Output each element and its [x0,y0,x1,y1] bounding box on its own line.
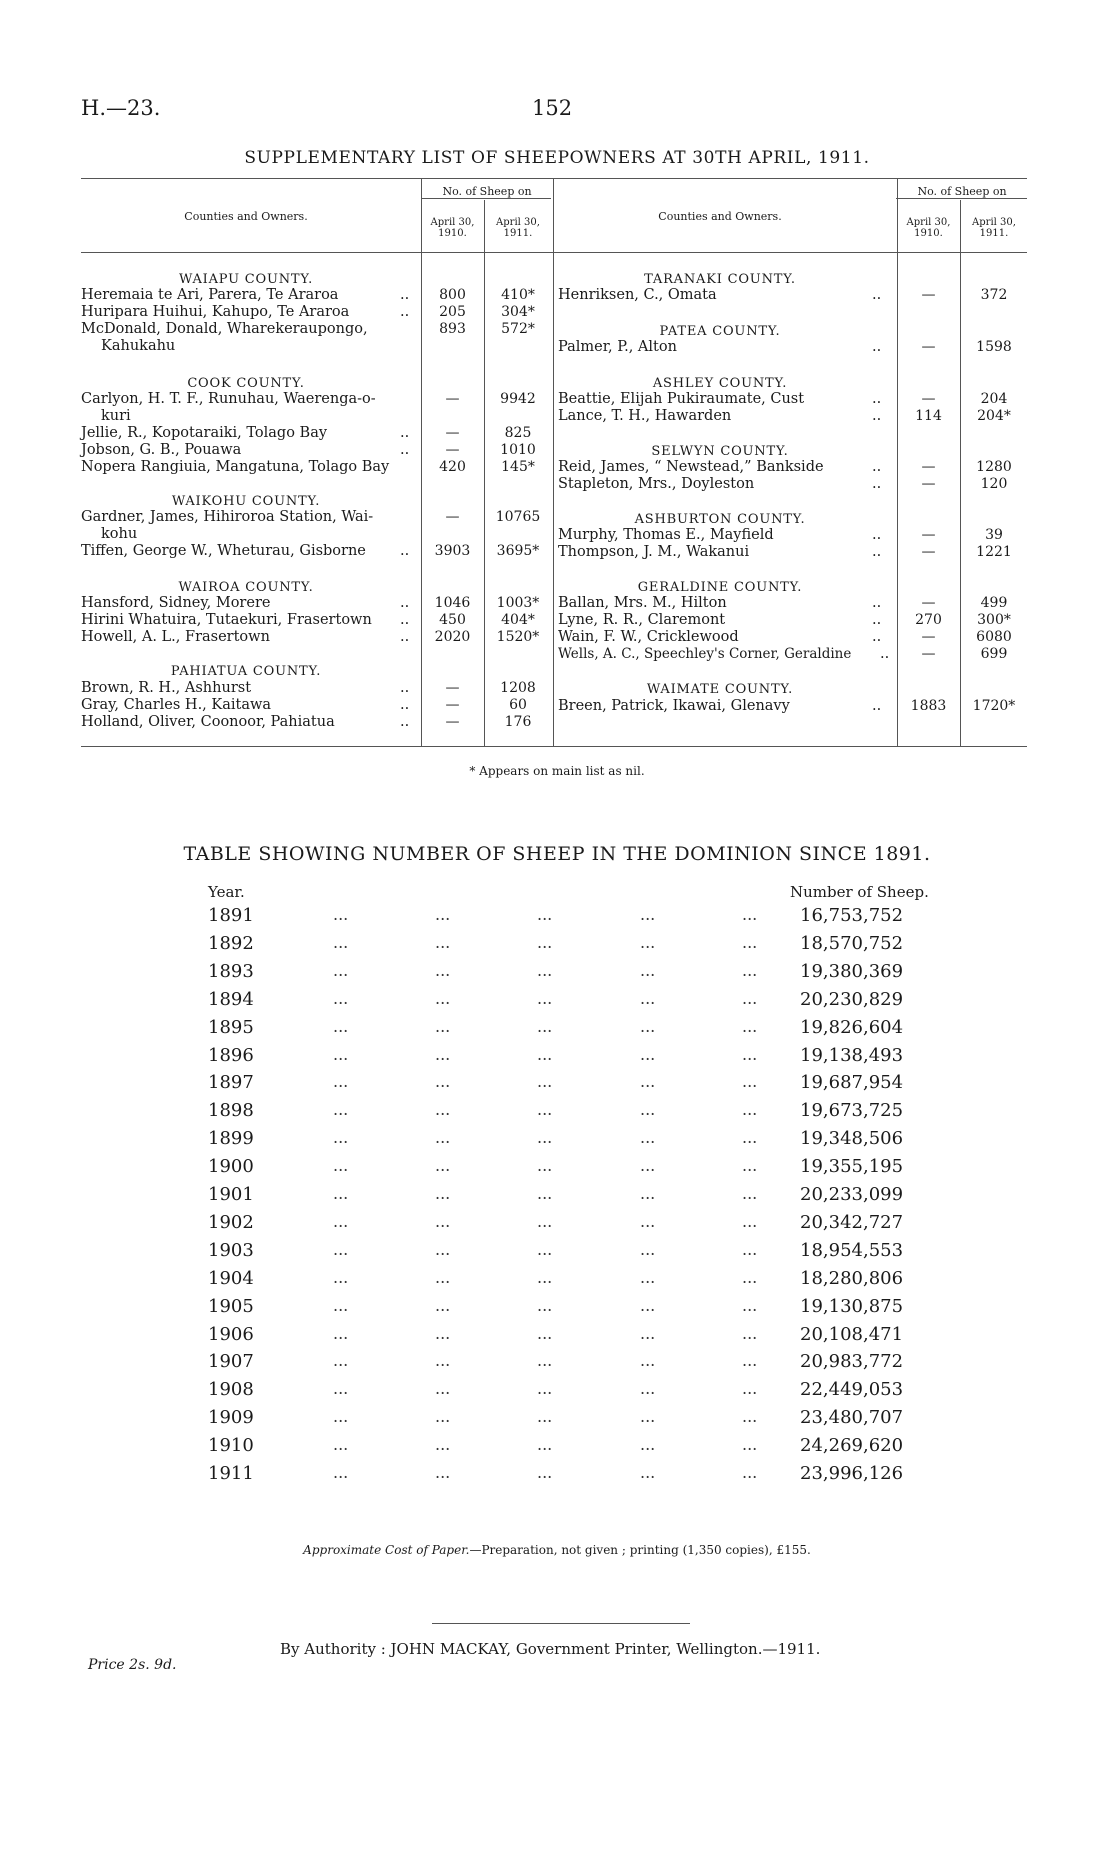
dominion-table-title: TABLE SHOWING NUMBER OF SHEEP IN THE DOMINION SINCE 1891. [183,843,931,865]
leader-dots: ... [640,961,656,980]
leader-dots: ... [640,1017,656,1036]
authority-line: By Authority : JOHN MACKAY, Government Printer, Wellington.—1911. [280,1640,821,1658]
col-header-1910-left: April 30, 1910. [430,217,475,239]
sheep-1911: 410* [501,287,535,303]
leader-dots: .. [400,425,410,441]
leader-dots: .. [872,408,882,424]
sheep-1911: 572* [501,321,535,337]
sheep-1911: 1598 [976,339,1012,355]
sheep-count-cell: 23,480,707 [800,1407,904,1428]
owner-name: McDonald, Donald, Wharekeraupongo, [81,321,368,337]
owner-name: Lance, T. H., Hawarden [558,408,732,424]
leader-dots: ... [333,1184,349,1203]
col-header-counties-right: Counties and Owners. [658,210,782,223]
owner-name: Wain, F. W., Cricklewood [558,629,739,645]
leader-dots: .. [872,459,882,475]
sheep-1910: — [445,391,460,407]
sheep-1910: — [445,714,460,730]
leader-dots: ... [333,1072,349,1091]
leader-dots: .. [872,391,882,407]
owner-name: Henriksen, C., Omata [558,287,717,303]
col-header-counties-left: Counties and Owners. [184,210,308,223]
owner-name: Murphy, Thomas E., Mayfield [558,527,774,543]
sheep-count-cell: 18,280,806 [800,1268,904,1289]
cost-label: Approximate Cost of Paper. [303,1543,470,1557]
sheep-1910: — [921,646,936,662]
leader-dots: ... [435,1407,451,1426]
sheep-1910: 420 [439,459,466,475]
sheep-1910: 3903 [434,543,471,559]
leader-dots: ... [640,1407,656,1426]
year-cell: 1903 [208,1240,254,1261]
sheep-1911: 1010 [500,442,536,458]
leader-dots: ... [537,1072,553,1091]
owner-name: Breen, Patrick, Ikawai, Glenavy [558,698,790,714]
owner-name: Jellie, R., Kopotaraiki, Tolago Bay [81,425,328,441]
leader-dots: ... [537,1184,553,1203]
leader-dots: ... [640,1156,656,1175]
owner-name: Carlyon, H. T. F., Runuhau, Waerenga-o- [81,391,376,407]
year-cell: 1910 [208,1435,254,1456]
county-heading: GERALDINE COUNTY. [637,580,803,595]
year-cell: 1904 [208,1268,254,1289]
leader-dots: ... [640,1100,656,1119]
county-heading: ASHLEY COUNTY. [652,376,788,391]
sheep-1910: 205 [439,304,466,320]
leader-dots: .. [400,595,410,611]
leader-dots: ... [742,933,758,952]
owner-name: Nopera Rangiuia, Mangatuna, Tolago Bay [81,459,390,475]
owner-name: Howell, A. L., Frasertown [81,629,270,645]
leader-dots: .. [400,629,410,645]
leader-dots: ... [333,1156,349,1175]
county-heading: WAIROA COUNTY. [178,580,314,595]
leader-dots: ... [640,1324,656,1343]
owner-name: Huripara Huihui, Kahupo, Te Araroa [81,304,350,320]
leader-dots: ... [742,1463,758,1482]
leader-dots: ... [742,1407,758,1426]
leader-dots: ... [333,989,349,1008]
leader-dots: .. [872,595,882,611]
sheep-count-cell: 20,230,829 [800,989,904,1010]
owner-name: Gray, Charles H., Kaitawa [81,697,272,713]
owner-name: Reid, James, “ Newstead,” Bankside [558,459,824,475]
leader-dots: .. [872,476,882,492]
leader-dots: ... [640,933,656,952]
sheep-1911: 1003* [496,595,540,611]
owner-name: Stapleton, Mrs., Doyleston [558,476,755,492]
year-cell: 1902 [208,1212,254,1233]
leader-dots: .. [880,646,890,662]
leader-dots: ... [333,1017,349,1036]
sheep-count-cell: 20,342,727 [800,1212,904,1233]
leader-dots: ... [640,1463,656,1482]
footnote: * Appears on main list as nil. [469,764,645,778]
sheep-1910: 1046 [434,595,471,611]
sheep-1911: 120 [980,476,1008,492]
leader-dots: ... [537,1240,553,1259]
sheep-1910: 2020 [434,629,471,645]
leader-dots: ... [537,1351,553,1370]
county-heading: ASHBURTON COUNTY. [634,512,806,527]
year-cell: 1905 [208,1296,254,1317]
sheep-1910: — [921,595,936,611]
sheep-1911: 404* [501,612,535,628]
leader-dots: .. [400,543,410,559]
leader-dots: ... [435,1351,451,1370]
sheep-1911: 3695* [496,543,540,559]
sheep-count-cell: 19,348,506 [800,1128,904,1149]
cost-text: —Preparation, not given ; printing (1,350 copies), £155. [469,1543,811,1557]
leader-dots: ... [333,1351,349,1370]
sheep-count-cell: 16,753,752 [800,905,904,926]
leader-dots: ... [435,1435,451,1454]
leader-dots: ... [333,1296,349,1315]
sheep-1910: 450 [439,612,466,628]
owner-name: Lyne, R. R., Claremont [558,612,726,628]
leader-dots: ... [435,1240,451,1259]
county-heading: COOK COUNTY. [187,376,305,391]
sheep-count-cell: 19,687,954 [800,1072,904,1093]
sheep-count-cell: 18,954,553 [800,1240,904,1261]
leader-dots: ... [742,1212,758,1231]
year-cell: 1894 [208,989,254,1010]
owner-name: Hansford, Sidney, Morere [81,595,271,611]
sheep-1910: 1883 [910,698,947,714]
leader-dots: ... [435,1296,451,1315]
sheep-1910: 270 [915,612,942,628]
leader-dots: ... [742,1017,758,1036]
leader-dots: ... [333,1324,349,1343]
sheep-1911: 176 [504,714,532,730]
leader-dots: ... [435,905,451,924]
leader-dots: ... [640,1351,656,1370]
year-cell: 1891 [208,905,254,926]
sheepowners-title: SUPPLEMENTARY LIST OF SHEEPOWNERS AT 30TH APRIL, 1911. [244,148,870,168]
leader-dots: ... [640,1128,656,1147]
leader-dots: ... [333,1463,349,1482]
sheep-1911: 304* [501,304,535,320]
leader-dots: ... [435,1100,451,1119]
sheep-1910: — [921,339,936,355]
leader-dots: ... [333,961,349,980]
owner-name: Gardner, James, Hihiroroa Station, Wai- [81,509,374,525]
leader-dots: ... [537,1463,553,1482]
owner-name: Wells, A. C., Speechley's Corner, Geraldine [558,646,852,662]
leader-dots: .. [872,339,882,355]
leader-dots: ... [742,1351,758,1370]
leader-dots: ... [435,989,451,1008]
sheep-1910: — [921,527,936,543]
col-header-sheep-left: No. of Sheep on [442,185,532,198]
leader-dots: ... [435,1212,451,1231]
owner-name: Thompson, J. M., Wakanui [558,544,750,560]
leader-dots: ... [742,1156,758,1175]
leader-dots: ... [640,905,656,924]
year-cell: 1909 [208,1407,254,1428]
sheep-1911: 204 [980,391,1008,407]
leader-dots: ... [537,1324,553,1343]
leader-dots: ... [537,1435,553,1454]
sheep-count-cell: 19,355,195 [800,1156,904,1177]
leader-dots: ... [640,1379,656,1398]
leader-dots: .. [400,714,410,730]
sheep-1911: 699 [980,646,1008,662]
leader-dots: ... [537,989,553,1008]
leader-dots: ... [333,1045,349,1064]
leader-dots: .. [400,287,410,303]
year-cell: 1908 [208,1379,254,1400]
leader-dots: ... [742,1240,758,1259]
leader-dots: ... [640,1240,656,1259]
col-header-1911-left: April 30, 1911. [496,217,540,239]
leader-dots: ... [333,1128,349,1147]
year-header: Year. [208,883,245,901]
sheep-count-cell: 19,826,604 [800,1017,904,1038]
sheep-1910: — [921,544,936,560]
county-heading: WAIMATE COUNTY. [646,682,794,697]
col-header-1910-right: April 30, 1910. [906,217,951,239]
owner-name: Hirini Whatuira, Tutaekuri, Frasertown [81,612,372,628]
number-header: Number of Sheep. [790,883,929,901]
sheep-count-cell: 20,983,772 [800,1351,904,1372]
sheep-1910: — [445,697,460,713]
county-heading: PAHIATUA COUNTY. [170,664,322,679]
leader-dots: ... [435,1463,451,1482]
leader-dots: ... [742,1184,758,1203]
sheep-1911: 204* [977,408,1011,424]
leader-dots: ... [537,1296,553,1315]
leader-dots: ... [435,1184,451,1203]
sheep-1910: 114 [915,408,942,424]
owner-name-continued: Kahukahu [101,338,176,354]
sheep-1911: 1208 [500,680,536,696]
leader-dots: ... [640,1296,656,1315]
leader-dots: ... [435,933,451,952]
owner-name: Heremaia te Ari, Parera, Te Araroa [81,287,339,303]
owner-name-continued: kuri [101,408,131,424]
leader-dots: ... [742,1268,758,1287]
leader-dots: ... [537,961,553,980]
leader-dots: ... [333,933,349,952]
leader-dots: ... [640,1268,656,1287]
sheep-count-cell: 19,130,875 [800,1296,904,1317]
year-cell: 1901 [208,1184,254,1205]
leader-dots: ... [537,1379,553,1398]
sheep-1910: — [921,287,936,303]
leader-dots: ... [435,1017,451,1036]
page-number: 152 [532,96,573,120]
year-cell: 1897 [208,1072,254,1093]
sheep-1910: — [445,425,460,441]
sheep-count-cell: 20,108,471 [800,1324,904,1345]
document-code: H.—23. [81,96,161,120]
leader-dots: ... [435,1268,451,1287]
sheep-count-cell: 19,138,493 [800,1045,904,1066]
leader-dots: ... [742,989,758,1008]
leader-dots: ... [435,1156,451,1175]
leader-dots: ... [333,1240,349,1259]
leader-dots: ... [640,989,656,1008]
leader-dots: ... [435,1045,451,1064]
leader-dots: .. [872,698,882,714]
sheep-count-cell: 19,380,369 [800,961,904,982]
sheep-1911: 10765 [495,509,541,525]
sheep-1911: 300* [977,612,1011,628]
leader-dots: .. [400,304,410,320]
leader-dots: ... [742,1379,758,1398]
year-cell: 1893 [208,961,254,982]
leader-dots: ... [435,1072,451,1091]
sheep-1911: 145* [501,459,535,475]
col-header-sheep-right: No. of Sheep on [917,185,1007,198]
owner-name: Holland, Oliver, Coonoor, Pahiatua [81,714,335,730]
leader-dots: ... [742,1072,758,1091]
leader-dots: ... [742,961,758,980]
sheep-count-cell: 19,673,725 [800,1100,904,1121]
year-cell: 1911 [208,1463,254,1484]
leader-dots: .. [400,442,410,458]
leader-dots: ... [640,1045,656,1064]
sheep-1910: 893 [439,321,466,337]
leader-dots: ... [742,905,758,924]
sheep-1911: 39 [985,527,1003,543]
sheep-1911: 6080 [976,629,1012,645]
leader-dots: .. [872,544,882,560]
sheep-1910: — [445,442,460,458]
leader-dots: ... [435,1379,451,1398]
sheep-count-cell: 20,233,099 [800,1184,904,1205]
leader-dots: ... [742,1128,758,1147]
leader-dots: ... [333,1212,349,1231]
leader-dots: .. [872,629,882,645]
leader-dots: ... [333,1100,349,1119]
leader-dots: ... [537,1212,553,1231]
leader-dots: ... [435,1128,451,1147]
leader-dots: ... [333,1268,349,1287]
sheep-1910: — [921,391,936,407]
county-heading: SELWYN COUNTY. [651,444,789,459]
leader-dots: ... [537,905,553,924]
leader-dots: ... [435,1324,451,1343]
leader-dots: ... [333,905,349,924]
leader-dots: ... [742,1100,758,1119]
leader-dots: ... [742,1296,758,1315]
leader-dots: ... [333,1379,349,1398]
owner-name: Beattie, Elijah Pukiraumate, Cust [558,391,805,407]
sheep-1911: 1280 [976,459,1012,475]
leader-dots: .. [872,287,882,303]
sheep-count-cell: 22,449,053 [800,1379,904,1400]
leader-dots: ... [537,933,553,952]
owner-name-continued: kohu [101,526,138,542]
leader-dots: ... [333,1407,349,1426]
sheep-1910: — [445,509,460,525]
leader-dots: .. [400,612,410,628]
county-heading: TARANAKI COUNTY. [644,272,796,287]
owner-name: Ballan, Mrs. M., Hilton [558,595,727,611]
leader-dots: ... [640,1212,656,1231]
year-cell: 1899 [208,1128,254,1149]
owner-name: Tiffen, George W., Wheturau, Gisborne [81,543,366,559]
price: Price 2s. 9d. [88,1657,177,1673]
leader-dots: ... [537,1268,553,1287]
leader-dots: ... [742,1435,758,1454]
sheep-1911: 9942 [500,391,536,407]
leader-dots: ... [640,1184,656,1203]
leader-dots: ... [640,1435,656,1454]
year-cell: 1895 [208,1017,254,1038]
sheep-1911: 372 [980,287,1008,303]
leader-dots: ... [537,1407,553,1426]
sheep-1910: — [445,680,460,696]
sheep-1911: 1720* [972,698,1016,714]
sheep-1911: 499 [980,595,1008,611]
owner-name: Palmer, P., Alton [558,339,677,355]
leader-dots: ... [537,1156,553,1175]
sheep-1910: 800 [439,287,466,303]
leader-dots: ... [537,1045,553,1064]
sheep-count-cell: 18,570,752 [800,933,904,954]
sheep-1910: — [921,476,936,492]
sheep-1911: 60 [509,697,527,713]
owner-name: Brown, R. H., Ashhurst [81,680,252,696]
sheep-count-cell: 24,269,620 [800,1435,904,1456]
leader-dots: .. [400,697,410,713]
sheep-1910: — [921,459,936,475]
county-heading: PATEA COUNTY. [659,324,781,339]
year-cell: 1892 [208,933,254,954]
leader-dots: .. [400,680,410,696]
leader-dots: .. [872,612,882,628]
year-cell: 1900 [208,1156,254,1177]
county-heading: WAIAPU COUNTY. [178,272,314,287]
leader-dots: ... [537,1017,553,1036]
leader-dots: ... [742,1324,758,1343]
cost-of-paper [0,1543,1114,1557]
sheep-1911: 825 [504,425,532,441]
leader-dots: ... [640,1072,656,1091]
sheep-count-cell: 23,996,126 [800,1463,904,1484]
sheep-1911: 1520* [496,629,540,645]
col-header-1911-right: April 30, 1911. [972,217,1016,239]
sheep-1911: 1221 [976,544,1012,560]
year-cell: 1907 [208,1351,254,1372]
owner-name: Jobson, G. B., Pouawa [81,442,242,458]
year-cell: 1898 [208,1100,254,1121]
county-heading: WAIKOHU COUNTY. [171,494,321,509]
leader-dots: .. [872,527,882,543]
year-cell: 1906 [208,1324,254,1345]
leader-dots: ... [537,1128,553,1147]
leader-dots: ... [537,1100,553,1119]
leader-dots: ... [435,961,451,980]
year-cell: 1896 [208,1045,254,1066]
sheep-1910: — [921,629,936,645]
leader-dots: ... [333,1435,349,1454]
leader-dots: ... [742,1045,758,1064]
